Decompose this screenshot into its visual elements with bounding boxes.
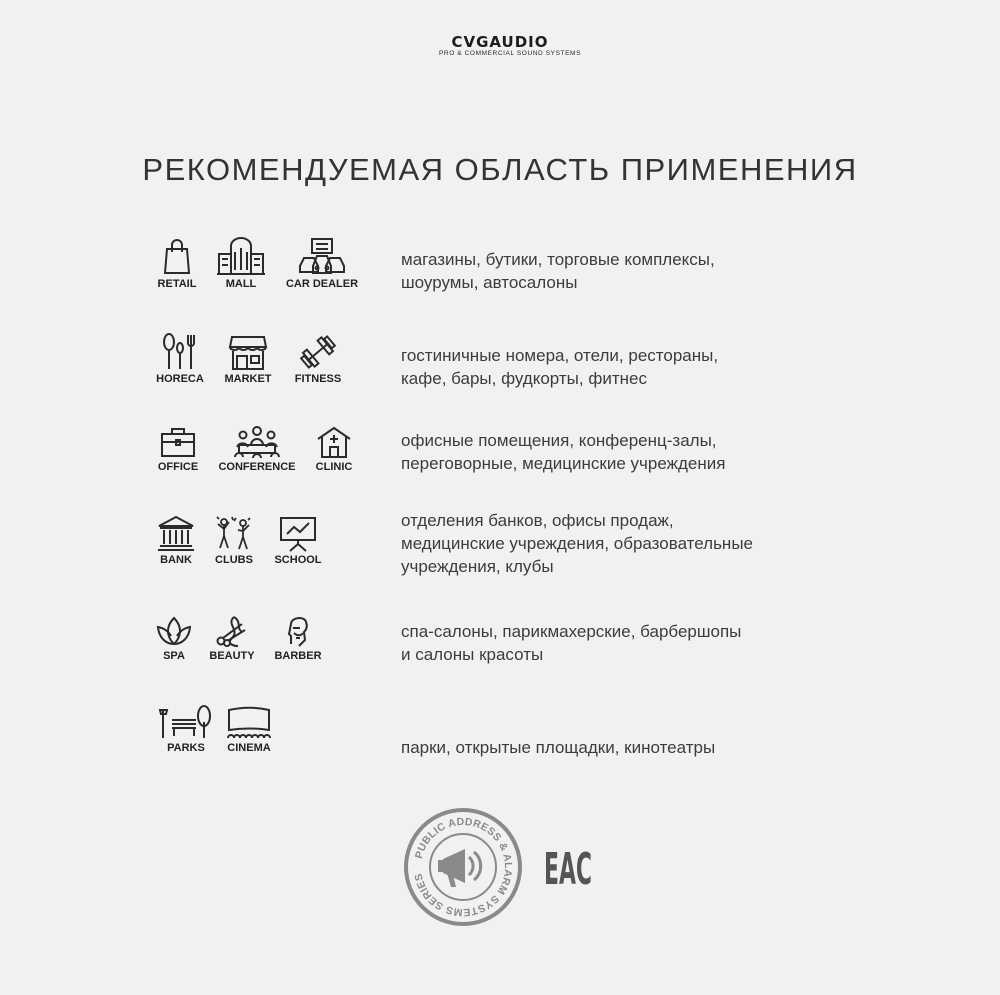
description-line: отделения банков, офисы продаж, — [401, 511, 674, 530]
presentation-board-icon — [278, 514, 318, 552]
car-dealer-label: CAR DEALER — [285, 278, 359, 290]
hair-scissors-icon — [212, 614, 252, 648]
market-stall-icon — [228, 333, 268, 371]
description-line: медицинские учреждения, образовательные — [401, 534, 753, 553]
description-line: спа-салоны, парикмахерские, барбершопы — [401, 622, 742, 641]
school-item — [253, 514, 343, 566]
page-title: РЕКОМЕНДУЕМАЯ ОБЛАСТЬ ПРИМЕНЕНИЯ — [142, 152, 858, 187]
cutlery-icon — [160, 333, 200, 371]
clinic-label: CLINIC — [315, 461, 353, 473]
description-line: шоурумы, автосалоны — [401, 273, 578, 292]
megaphone-icon — [438, 849, 481, 887]
description-line: переговорные, медицинские учреждения — [401, 454, 726, 473]
barber-label: BARBER — [274, 650, 322, 662]
retail-description — [401, 248, 715, 294]
bank-label: BANK — [160, 554, 192, 566]
spa-description — [401, 620, 741, 666]
fitness-item — [273, 333, 363, 385]
seal-text: PUBLIC ADDRESS & ALARM SYSTEMS SERIES — [412, 815, 515, 919]
office-label: OFFICE — [157, 461, 199, 473]
clinic-building-icon — [314, 425, 354, 459]
description-line: магазины, бутики, торговые комплексы, — [401, 250, 715, 269]
description-line: гостиничные номера, отели, рестораны, — [401, 346, 719, 365]
barber-item — [253, 614, 343, 662]
barber-head-icon — [278, 614, 318, 648]
fitness-label: FITNESS — [294, 373, 342, 385]
description-line: учреждения, клубы — [401, 557, 554, 576]
mall-item — [196, 236, 286, 290]
mall-building-icon — [215, 236, 267, 276]
school-label: SCHOOL — [274, 554, 322, 566]
description-line: парки, открытые площадки, кинотеатры — [401, 738, 716, 757]
car-dealer-item — [277, 236, 367, 290]
description-line: офисные помещения, конференц-залы, — [401, 431, 717, 450]
conference-label: CONFERENCE — [218, 461, 296, 473]
bank-description — [401, 509, 753, 578]
office-item — [133, 425, 223, 473]
brand-logo — [0, 34, 1000, 58]
clinic-item — [289, 425, 379, 473]
horeca-label: HORECA — [156, 373, 204, 385]
brand-tagline: PRO & COMMERCIAL SOUND SYSTEMS — [439, 50, 581, 57]
shopping-bag-icon — [157, 236, 197, 276]
office-description — [401, 429, 725, 475]
public-address-seal — [403, 807, 523, 927]
description-line: и салоны красоты — [401, 645, 544, 664]
description-line: кафе, бары, фудкорты, фитнес — [401, 369, 647, 388]
parks-label: PARKS — [167, 742, 205, 754]
spa-label: SPA — [163, 650, 185, 662]
mall-label: MALL — [225, 278, 257, 290]
eac-mark-text: EAC — [544, 844, 592, 895]
cinema-screen-icon — [224, 704, 274, 740]
horeca-description — [401, 344, 718, 390]
car-dealer-icon — [296, 236, 348, 276]
beauty-label: BEAUTY — [209, 650, 255, 662]
retail-label: RETAIL — [157, 278, 197, 290]
cinema-label: CINEMA — [227, 742, 271, 754]
conference-table-icon — [231, 425, 283, 459]
briefcase-icon — [158, 425, 198, 459]
market-label: MARKET — [224, 373, 272, 385]
brand-name: CVGAUDIO — [451, 33, 549, 51]
dancing-people-icon — [214, 514, 254, 552]
clubs-label: CLUBS — [215, 554, 253, 566]
parks-description — [401, 736, 715, 759]
dumbbell-icon — [298, 333, 338, 371]
eac-certification-mark — [543, 840, 593, 895]
cinema-item — [204, 704, 294, 754]
